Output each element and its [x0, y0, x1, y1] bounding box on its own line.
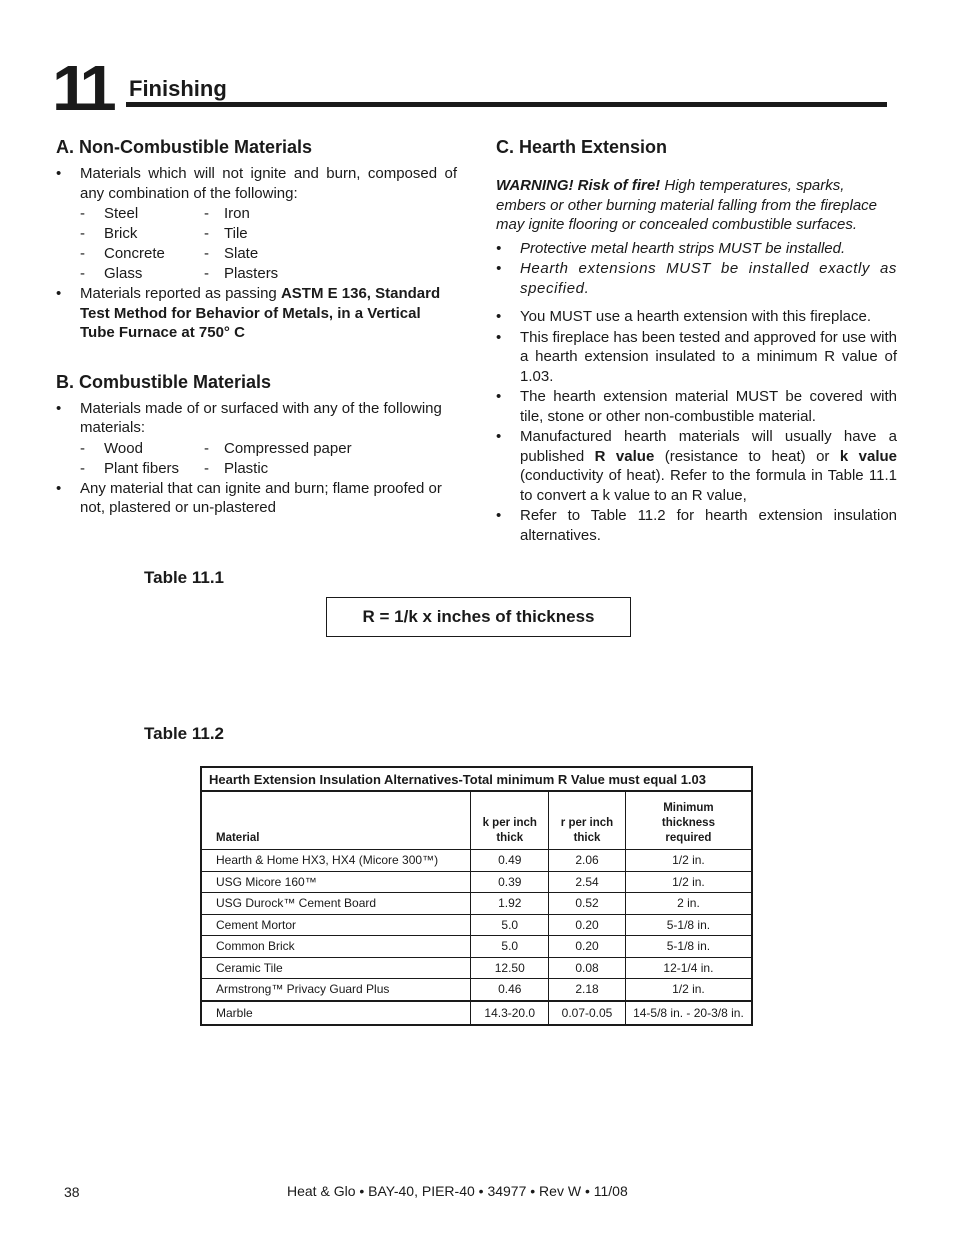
section-a-intro: • Materials which will not ignite and burn, composed of any combination of the following: — [56, 164, 457, 203]
chapter-number: 11 — [52, 52, 111, 124]
col-header-k: k per inch thick — [471, 791, 549, 850]
table-row: Common Brick 5.0 0.20 5-1/8 in. — [201, 936, 752, 958]
hearth-bullet: • You MUST use a hearth extension with this fireplace. — [496, 307, 897, 327]
table-11-2-caption: Table 11.2 — [144, 724, 225, 743]
non-combustible-list: - Steel - Iron - Brick - Tile - Concrete - Slate - Glass - Plasters — [56, 204, 457, 284]
list-item: Plant fibers — [104, 459, 180, 477]
k-value-term: k value — [839, 447, 897, 465]
list-item: Tile — [224, 225, 248, 242]
list-item: Wood — [104, 439, 143, 457]
list-item: Slate — [224, 245, 259, 262]
formula-box: R = 1/k x inches of thickness — [326, 597, 631, 637]
table-row: Cement Mortor 5.0 0.20 5-1/8 in. — [201, 914, 752, 936]
left-column — [56, 136, 457, 519]
list-item: Compressed paper — [224, 439, 352, 457]
table-row: Ceramic Tile 12.50 0.08 12-1/4 in. — [201, 957, 752, 979]
warning-bullet: • Hearth extensions MUST be installed exactly as specified. — [496, 259, 897, 298]
table-row: USG Micore 160™ 0.39 2.54 1/2 in. — [201, 871, 752, 893]
combustible-list: - Wood - Compressed paper - Plant fibers - Plastic — [56, 439, 457, 479]
chapter-title: Finishing — [129, 76, 227, 101]
hearth-bullet: • Manufactured hearth materials will usually have a published R value (resistance to heat) or k value (conductivity of heat). Refer to the formula in Table 11.1 to convert a k value to an R value, — [496, 427, 897, 505]
right-column — [496, 136, 897, 546]
list-item: Iron — [224, 205, 250, 222]
chapter-rule — [126, 102, 887, 107]
list-item: Brick — [104, 225, 138, 242]
section-b-intro: • Materials made of or surfaced with any of the following materials: — [56, 399, 457, 438]
list-item: Glass — [104, 265, 143, 282]
warning-label: WARNING! Risk of fire! — [496, 177, 661, 194]
hearth-bullet: • Refer to Table 11.2 for hearth extension insulation alternatives. — [496, 506, 897, 545]
list-item: Steel — [104, 205, 139, 222]
warning-bullet: • Protective metal hearth strips MUST be installed. — [496, 239, 897, 259]
table-row: Marble 14.3-20.0 0.07-0.05 14-5/8 in. - 20-3/8 in. — [201, 1001, 752, 1025]
footer-doc-info: Heat & Glo • BAY-40, PIER-40 • 34977 • Rev W • 11/08 — [287, 1183, 628, 1199]
col-header-min-thickness: Minimum thickness required — [625, 791, 752, 850]
table-title: Hearth Extension Insulation Alternatives-Total minimum R Value must equal 1.03 — [201, 767, 752, 791]
list-item: Plastic — [224, 459, 269, 477]
insulation-table — [200, 766, 753, 1026]
r-value-term: R value — [594, 447, 655, 465]
list-item: Plasters — [224, 265, 279, 282]
table-row: USG Durock™ Cement Board 1.92 0.52 2 in. — [201, 893, 752, 915]
table-row: Armstrong™ Privacy Guard Plus 0.46 2.18 1/2 in. — [201, 979, 752, 1001]
page-number: 38 — [64, 1184, 80, 1200]
hearth-bullet: • The hearth extension material MUST be covered with tile, stone or other non-combustible material. — [496, 387, 897, 426]
table-row: Hearth & Home HX3, HX4 (Micore 300™) 0.49 2.06 1/2 in. — [201, 850, 752, 872]
col-header-r: r per inch thick — [549, 791, 626, 850]
any-material-bullet: • Any material that can ignite and burn; flame proofed or not, plastered or un-plastered — [56, 479, 457, 518]
section-b-heading: B. Combustible Materials — [56, 371, 272, 392]
section-c-heading: C. Hearth Extension — [496, 137, 668, 157]
astm-standard: ASTM E 136, Standard Test Method for Behavior of Metals, in a Vertical Tube Furnace at 750° C — [80, 285, 441, 341]
list-item: Concrete — [104, 245, 165, 262]
fire-warning: WARNING! Risk of fire! High temperatures, sparks, embers or other burning material falling from the fireplace may ignite flooring or concealed combustible surfaces. — [496, 177, 878, 233]
table-11-1-caption: Table 11.1 — [144, 568, 225, 587]
section-a-heading: A. Non-Combustible Materials — [56, 137, 313, 157]
col-header-material: Material — [201, 791, 471, 850]
astm-bullet: • Materials reported as passing ASTM E 136, Standard Test Method for Behavior of Metals, in a Vertical Tube Furnace at 750° C — [56, 284, 457, 343]
hearth-bullet: • This fireplace has been tested and approved for use with a hearth extension insulated to a minimum R value of 1.03. — [496, 328, 897, 387]
